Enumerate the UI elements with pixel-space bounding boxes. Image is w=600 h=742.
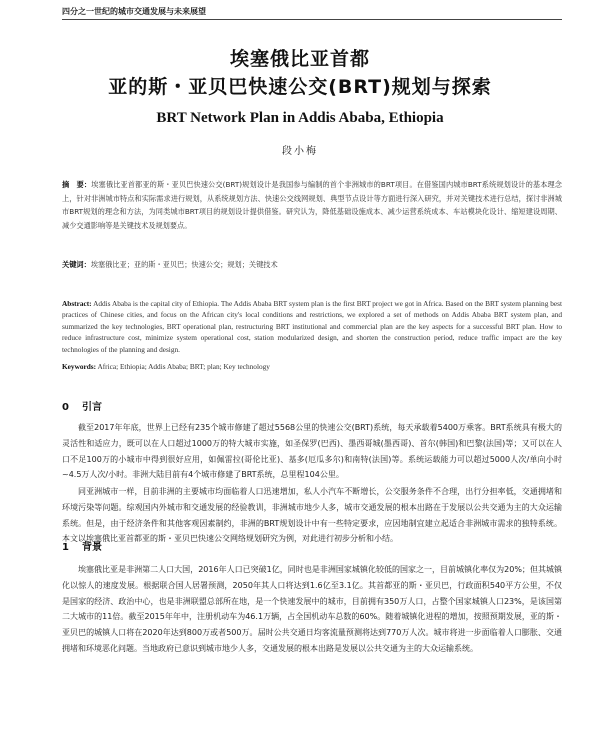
section-title: 背景 [82, 542, 102, 553]
chinese-title-line-2: 亚的斯・亚贝巴快速公交(BRT)规划与探索 [108, 76, 492, 98]
chinese-abstract [62, 178, 562, 232]
chinese-keywords [62, 260, 562, 270]
section-title: 引言 [82, 402, 102, 413]
chinese-title-line-1: 埃塞俄比亚首都 [229, 48, 370, 70]
english-title: BRT Network Plan in Addis Ababa, Ethiopia [156, 110, 444, 126]
english-abstract-label: Abstract: [62, 299, 92, 308]
english-keywords-text: Africa; Ethiopia; Addis Ababa; BRT; plan; Key technology [97, 362, 270, 371]
body-paragraph: 同亚洲城市一样，目前非洲的主要城市均面临着人口迅速增加，私人小汽车不断增长，公交服务条件不合理，出行分担率低，交通拥堵和环境污染等问题。综观国内外城市和交通发展的经验教训，非洲城市地少人多，城市交通发展的根本出路在于发展以公共交通为主的大众运输系统。但是，由于经济条件和其他客观因素制约，非洲的BRT规划设计中有一些特定要求，应因地制宜建立起适合非洲城市需求的独特系统。本文以埃塞俄比亚首都亚的斯・亚贝巴快速公交网络规划研究为例，对此进行初步分析和小结。 [62, 487, 562, 544]
english-keywords [62, 362, 562, 371]
running-header: 四分之一世纪的城市交通发展与未来展望 [62, 6, 562, 20]
author: 段小梅 [282, 146, 318, 157]
body-paragraph: 埃塞俄比亚是非洲第二人口大国，2016年人口已突破1亿，同时也是非洲国家城镇化较低的国家之一，目前城镇化率仅为20%；但其城镇化以惊人的速度发展。根据联合国人居署预测，2050年其人口将达到1.6亿至3.1亿。其首都亚的斯・亚贝巴，行政面积540平方公里，不仅是国家的经济、政治中心，也是非洲联盟总部所在地，是一个快速发展中的城市，目前拥有350万人口，占整个国家城镇人口23%，是该国第二大城市的11倍。截至2015年年中，注册机动车为46.1万辆，占全国机动车总数的60%。随着城镇化进程的增加，按照预期发展，亚的斯・亚贝巴的城镇人口将在2020年达到800万或者500万。届时公共交通日均客流量预测将达到770万人次。城市将进一步面临着人口膨胀、交通拥堵和环境恶化问题。当地政府已意识到城市地少人多，交通发展的根本出路是发展以公共交通为主的大众运输系统。 [62, 565, 562, 653]
chinese-abstract-text: 埃塞俄比亚首都亚的斯・亚贝巴快速公交(BRT)规划设计是我国参与编制的首个非洲城市的BRT项目。在借鉴国内城市BRT系统规划设计的基本理念上，针对非洲城市特点和实际需求进行规划，从系统规划方法、快速公交线网规划、典型节点设计等方面进行深入研究，并对关键技术进行总结，探讨非洲城市BRT规划的理念和方法，为同类城市BRT项目的规划设计提供借鉴。研究认为，降低基础设施成本、减少运营系统成本、车站模块化设计、缩短建设周期、减少交通影响等是关键技术及规划要点。 [62, 180, 562, 230]
section-heading-background [62, 538, 362, 553]
body-paragraph: 截至2017年年底，世界上已经有235个城市修建了超过5568公里的快速公交(BRT)系统，每天承载着5400万乘客。BRT系统具有极大的灵活性和适应力，既可以在人口超过1000万的特大城市实施，如圣保罗(巴西)、墨西哥城(墨西哥)、首尔(韩国)和巴黎(法国)等；又可以在人口不足100万的小城市中得到很好应用，如佩雷拉(哥伦比亚)、基多(厄瓜多尔)和南特(法国)等。系统运载能力可以超过5000人次/单向小时~4.5万人次/小时。非洲大陆目前有4个城市修建了BRT系统，总里程104公里。 [62, 423, 562, 480]
english-abstract-text: Addis Ababa is the capital city of Ethiopia. The Addis Ababa BRT system plan is the first BRT project we got in Africa. Based on the BRT system planning best practices of Chinese cities, and focus on the African city's local conditions and restrictions, we explored a set of methods on Addis Ababa BRT system plan, and summarized the key technologies, BRT operational plan, restructuring BRT institutional and commercial plan are the key aspects for a successful BRT plan. How to reduce infrastructure cost, minimize system operational cost, station modularized design, and shorten the construction period, reduce traffic impact are the key technologies of the planning and design. [62, 299, 562, 354]
chinese-abstract-label: 摘 要： [62, 180, 92, 189]
section-heading-introduction [62, 398, 362, 413]
section-number: 0 [62, 402, 69, 413]
section-number: 1 [62, 542, 69, 553]
english-abstract [62, 298, 562, 355]
chinese-keywords-label: 关键词： [62, 260, 91, 269]
chinese-keywords-text: 埃塞俄比亚；亚的斯・亚贝巴；快速公交；规划；关键技术 [90, 260, 278, 269]
english-keywords-label: Keywords: [62, 362, 97, 371]
